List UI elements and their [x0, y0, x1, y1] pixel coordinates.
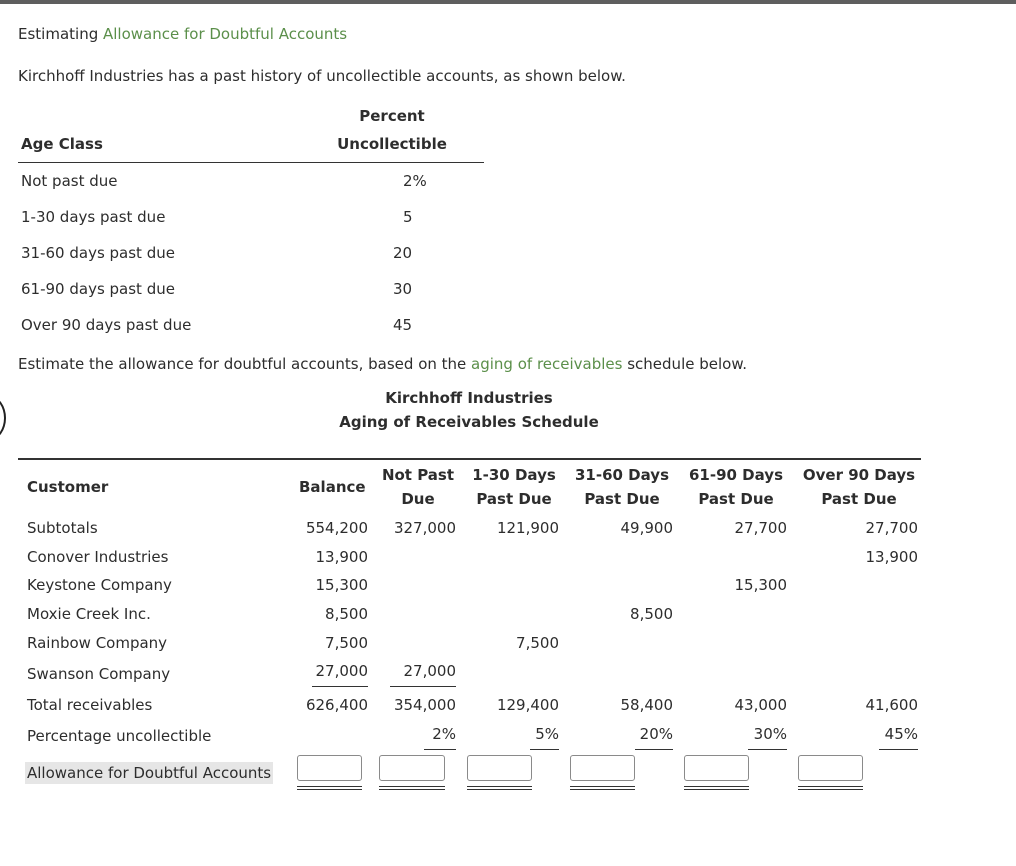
- instruction-text: [18, 355, 747, 373]
- cell-balance: 15,300: [315, 576, 368, 594]
- history-header-age: Age Class: [21, 135, 103, 153]
- double-rule: [379, 786, 445, 790]
- col-header-d3160-2: Past Due: [584, 490, 660, 508]
- allowance-d130-input[interactable]: [467, 755, 532, 781]
- col-header-customer: Customer: [27, 478, 109, 496]
- row-customer: Total receivables: [27, 696, 153, 714]
- history-row-age: Not past due: [21, 172, 118, 190]
- allowance-over90-input[interactable]: [798, 755, 863, 781]
- pct-rule: [530, 749, 559, 750]
- double-rule: [798, 786, 863, 790]
- cell-over90: 41,600: [865, 696, 918, 714]
- cell-over90: 13,900: [865, 548, 918, 566]
- col-header-d130-2: Past Due: [476, 490, 552, 508]
- page-title: [18, 25, 347, 43]
- intro-text: Kirchhoff Industries has a past history of uncollectible accounts, as shown below.: [18, 67, 626, 85]
- cell-balance: 626,400: [305, 696, 368, 714]
- cell-balance: 554,200: [305, 519, 368, 537]
- subtotal-rule: [390, 686, 456, 687]
- cell-d3160: 8,500: [630, 605, 673, 623]
- top-border: [0, 0, 1016, 4]
- instruction-prefix: Estimate the allowance for doubtful accounts, based on the: [18, 355, 472, 373]
- history-row-pct: 30: [393, 280, 413, 298]
- row-customer: Conover Industries: [27, 548, 169, 566]
- cell-d6190: 15,300: [734, 576, 787, 594]
- subtotal-rule: [312, 686, 368, 687]
- history-row-age: Over 90 days past due: [21, 316, 192, 334]
- double-rule: [570, 786, 635, 790]
- col-header-notpast-1: Not Past: [381, 466, 455, 484]
- cell-notpast: 354,000: [393, 696, 456, 714]
- history-row-age: 1-30 days past due: [21, 208, 166, 226]
- col-header-d3160-1: 31-60 Days: [574, 466, 669, 484]
- history-row-age: 61-90 days past due: [21, 280, 175, 298]
- cell-d6190: 43,000: [734, 696, 787, 714]
- cell-balance: 13,900: [315, 548, 368, 566]
- cell-d130: 121,900: [496, 519, 559, 537]
- schedule-title-company: Kirchhoff Industries: [385, 389, 553, 407]
- col-header-d6190-1: 61-90 Days: [688, 466, 783, 484]
- title-link[interactable]: Allowance for Doubtful Accounts: [103, 25, 348, 43]
- row-customer: Rainbow Company: [27, 634, 168, 652]
- cell-balance: 27,000: [315, 662, 368, 680]
- pct-rule: [424, 749, 456, 750]
- row-customer: Percentage uncollectible: [27, 727, 212, 745]
- cell-balance: 8,500: [325, 605, 368, 623]
- allowance-notpast-input[interactable]: [379, 755, 445, 781]
- col-header-balance: Balance: [299, 478, 366, 496]
- schedule-top-rule: [18, 458, 921, 460]
- history-row-pct: 45: [393, 316, 413, 334]
- col-header-notpast-2: Due: [401, 490, 435, 508]
- history-header-pct-2: Uncollectible: [337, 135, 447, 153]
- double-rule: [684, 786, 749, 790]
- cell-d130: 129,400: [496, 696, 559, 714]
- instruction-suffix: schedule below.: [622, 355, 747, 373]
- cell-d130: 7,500: [516, 634, 559, 652]
- allowance-d3160-input[interactable]: [570, 755, 635, 781]
- allowance-d6190-input[interactable]: [684, 755, 749, 781]
- cell-d3160: 20%: [639, 725, 673, 743]
- pct-rule: [635, 749, 673, 750]
- cell-over90: 45%: [884, 725, 918, 743]
- cell-d6190: 30%: [753, 725, 787, 743]
- cell-balance: 7,500: [325, 634, 368, 652]
- side-circle-icon: [0, 396, 6, 440]
- cell-d3160: 49,900: [620, 519, 673, 537]
- col-header-over90-2: Past Due: [821, 490, 897, 508]
- col-header-d130-1: 1-30 Days: [472, 466, 556, 484]
- cell-notpast: 2%: [432, 725, 456, 743]
- history-header-rule: [18, 162, 484, 163]
- cell-d6190: 27,700: [734, 519, 787, 537]
- allowance-balance-input[interactable]: [297, 755, 362, 781]
- row-customer: Swanson Company: [27, 665, 171, 683]
- allowance-label: Allowance for Doubtful Accounts: [27, 764, 272, 782]
- pct-rule: [879, 749, 918, 750]
- history-row-pct: 5: [403, 208, 413, 226]
- cell-d3160: 58,400: [620, 696, 673, 714]
- double-rule: [467, 786, 532, 790]
- history-row-pct: 20: [393, 244, 413, 262]
- cell-over90: 27,700: [865, 519, 918, 537]
- row-customer: Keystone Company: [27, 576, 172, 594]
- col-header-d6190-2: Past Due: [698, 490, 774, 508]
- pct-rule: [748, 749, 787, 750]
- cell-d130: 5%: [535, 725, 559, 743]
- col-header-over90-1: Over 90 Days: [802, 466, 916, 484]
- row-customer: Subtotals: [27, 519, 98, 537]
- double-rule: [297, 786, 362, 790]
- cell-notpast: 327,000: [393, 519, 456, 537]
- title-prefix: Estimating: [18, 25, 103, 43]
- schedule-title-name: Aging of Receivables Schedule: [339, 413, 599, 431]
- history-row-age: 31-60 days past due: [21, 244, 175, 262]
- cell-notpast: 27,000: [403, 662, 456, 680]
- history-header-pct-1: Percent: [359, 107, 425, 125]
- row-customer: Moxie Creek Inc.: [27, 605, 151, 623]
- aging-link[interactable]: aging of receivables: [471, 355, 623, 373]
- history-row-pct: 2%: [403, 172, 427, 190]
